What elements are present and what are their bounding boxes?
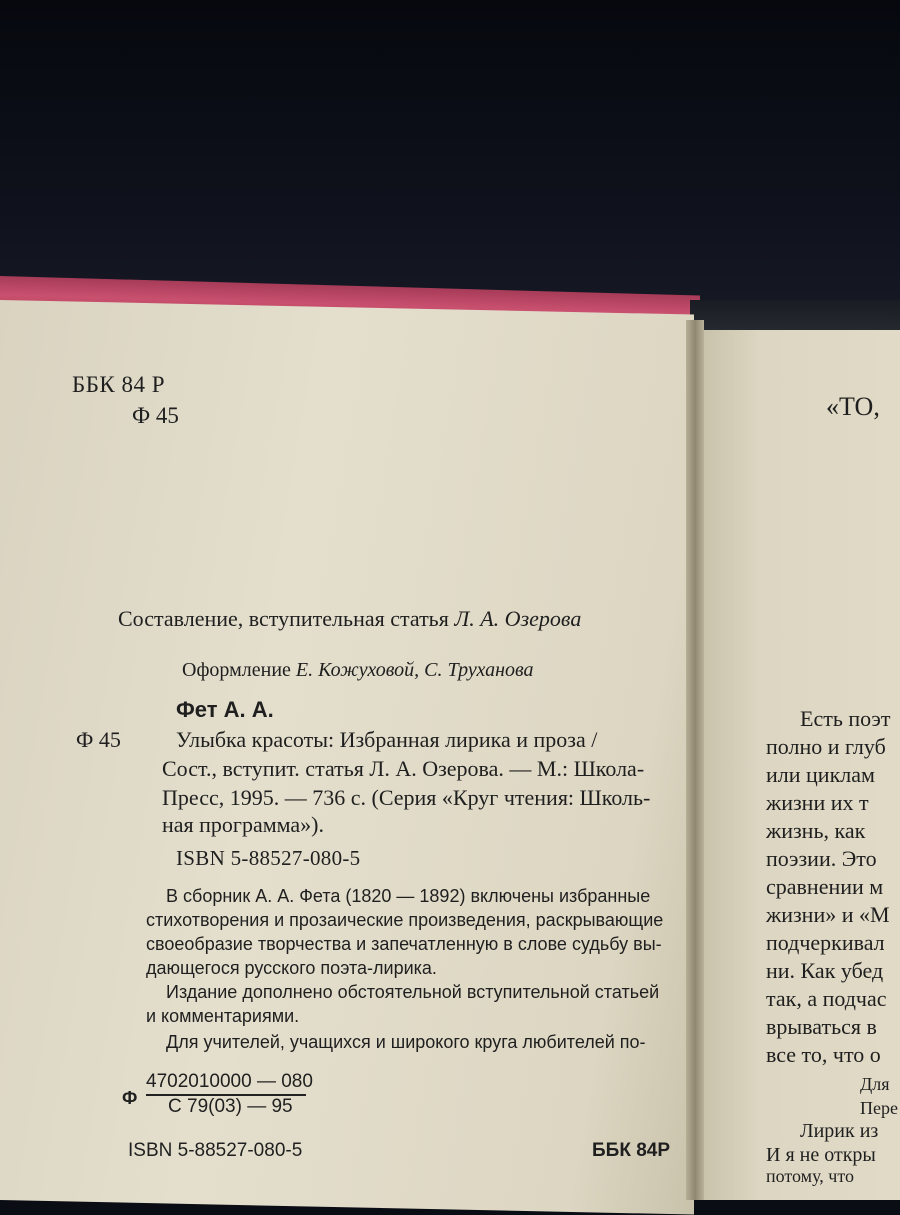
right-page-line: врываться в [766,1014,877,1039]
isbn-footer: ISBN 5-88527-080-5 [128,1140,303,1161]
annotation-line: и комментариями. [146,1006,300,1026]
fraction-symbol: Ф [122,1088,138,1108]
annotation-line: Для учителей, учащихся и широкого круга любителей по- [166,1032,646,1052]
compiler-label: Составление, вступительная статья [118,606,449,631]
right-page-line: Есть поэт [800,706,891,731]
right-page-line: так, а подчас [766,986,887,1011]
right-page-line: ни. Как убед [766,958,884,983]
right-page-line: Для [860,1074,890,1094]
right-page-line: полно и глуб [766,734,886,759]
right-page-line: подчеркивал [766,930,885,955]
annotation-line: дающегося русского поэта-лирика. [146,958,437,978]
annotation-line: стихотворения и прозаические произведения, раскрывающие [146,910,664,930]
design-credit [182,659,534,682]
right-page-line: Пере [860,1098,898,1118]
description-line: Улыбка красоты: Избранная лирика и проза / [176,727,598,752]
dark-background [0,0,900,300]
right-page-line: жизни их т [766,790,869,815]
author-heading: Фет А. А. [176,697,274,722]
fraction-numerator: 4702010000 — 080 [146,1071,313,1092]
fraction-denominator: С 79(03) — 95 [168,1096,293,1117]
right-page-line: поэзии. Это [766,846,877,871]
isbn-main: ISBN 5-88527-080-5 [176,846,361,870]
right-page-line: Лирик из [800,1120,879,1142]
compiler-name: Л. А. Озерова [454,606,582,631]
right-page-line: И я не откры [766,1144,876,1166]
annotation-line: своеобразие творчества и запечатленную в слове судьбу вы- [146,934,662,954]
bbk-code: ББК 84 Р [72,372,166,397]
author-index: Ф 45 [132,403,179,428]
right-page-line: или циклам [766,762,875,787]
right-page-line: потому, что [766,1166,854,1186]
right-page-line: сравнении м [766,874,884,899]
description-line: Пресс, 1995. — 736 с. (Серия «Круг чтения: Школь- [162,785,651,810]
right-page-line: жизни» и «М [766,902,890,927]
bbk-footer: ББК 84Р [592,1140,670,1161]
design-label: Оформление [182,659,291,681]
design-names: Е. Кожуховой, С. Труханова [295,659,534,681]
right-page-heading: «ТО, [826,392,880,421]
author-index-side: Ф 45 [76,727,121,752]
right-page-line: все то, что о [766,1042,881,1067]
description-line: ная программа»). [162,812,325,837]
annotation-line: Издание дополнено обстоятельной вступительной статьей [166,982,660,1002]
annotation-line: В сборник А. А. Фета (1820 — 1892) включены избранные [166,886,651,906]
compiler-credit [118,606,581,632]
book-gutter [686,320,704,1200]
description-line: Сост., вступит. статья Л. А. Озерова. — М.: Школа- [162,756,645,781]
right-page-line: жизнь, как [766,818,866,843]
